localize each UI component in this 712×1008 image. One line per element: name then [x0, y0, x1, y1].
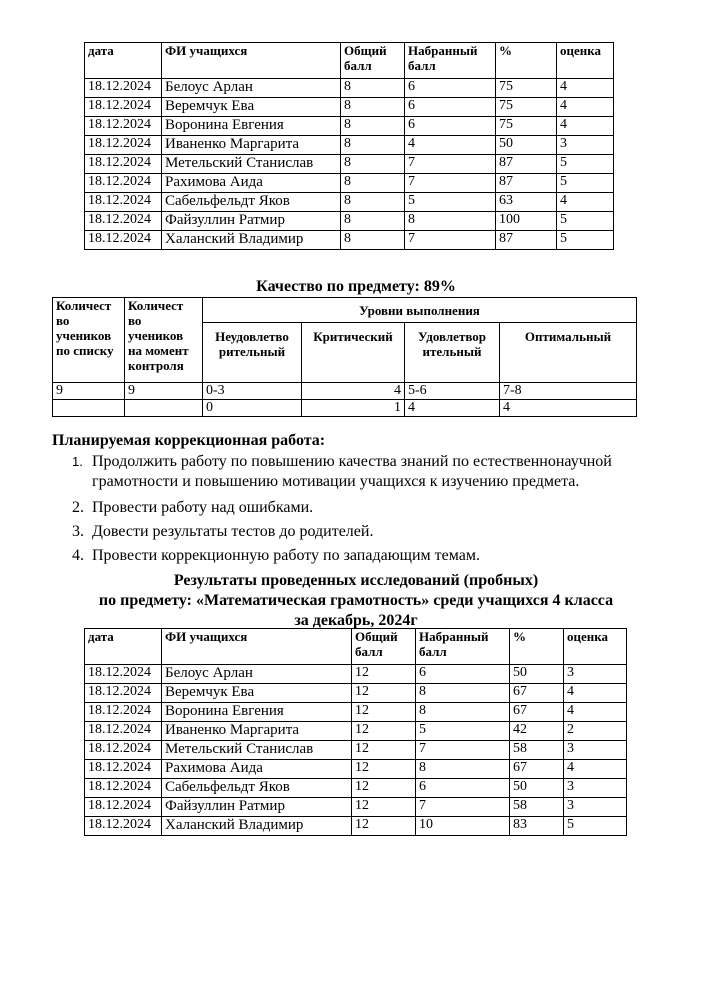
- table-header-row: [85, 43, 614, 79]
- level-optimal: Оптимальный: [500, 323, 637, 383]
- table-cell: 18.12.2024: [85, 231, 162, 250]
- header-gained-score: Набранный балл: [405, 43, 496, 79]
- table-cell: 18.12.2024: [85, 798, 162, 817]
- table-cell: 58: [510, 741, 564, 760]
- table-cell: 18.12.2024: [85, 174, 162, 193]
- header-students-list: Количест во учеников по списку: [53, 298, 125, 383]
- table-cell: 18.12.2024: [85, 760, 162, 779]
- header-name: ФИ учащихся: [162, 43, 341, 79]
- table-cell: 4: [564, 703, 627, 722]
- table-cell: 6: [405, 117, 496, 136]
- cell: 4: [302, 383, 405, 400]
- plan-item-text: Провести работу над ошибками.: [92, 499, 314, 516]
- table-cell: 5: [564, 817, 627, 836]
- cell: 4: [405, 400, 500, 417]
- table-row: [85, 703, 627, 722]
- table-row: [85, 155, 614, 174]
- cell: 7-8: [500, 383, 637, 400]
- cell: 0-3: [203, 383, 302, 400]
- table-cell: 50: [510, 665, 564, 684]
- table-row: [85, 665, 627, 684]
- table-cell: 3: [564, 779, 627, 798]
- cell: 9: [53, 383, 125, 400]
- plan-item: [72, 546, 652, 566]
- table-cell: Метельский Станислав: [162, 741, 352, 760]
- table-cell: Веремчук Ева: [162, 684, 352, 703]
- table-cell: 18.12.2024: [85, 212, 162, 231]
- table-cell: 50: [510, 779, 564, 798]
- table-cell: 58: [510, 798, 564, 817]
- table-cell: 83: [510, 817, 564, 836]
- table-cell: Воронина Евгения: [162, 117, 341, 136]
- table-cell: 67: [510, 760, 564, 779]
- plan-item-number: 1.: [72, 454, 83, 469]
- table-cell: 5: [405, 193, 496, 212]
- level-satisfactory: Удовлетвор ительный: [405, 323, 500, 383]
- table-cell: 8: [416, 703, 510, 722]
- results-table-math: [84, 628, 627, 836]
- table-cell: 50: [496, 136, 557, 155]
- levels-header-row: [53, 298, 637, 323]
- results-title-line2: по предмету: «Математическая грамотность» среди учащихся 4 класса: [98, 592, 614, 609]
- table-cell: 5: [557, 231, 614, 250]
- plan-item-number: 4.: [72, 547, 84, 564]
- table-cell: 7: [416, 741, 510, 760]
- table-cell: 4: [564, 684, 627, 703]
- table-cell: 8: [341, 117, 405, 136]
- table-row: [85, 174, 614, 193]
- table-cell: 18.12.2024: [85, 79, 162, 98]
- table-cell: 6: [405, 98, 496, 117]
- table-cell: 100: [496, 212, 557, 231]
- table-cell: Рахимова Аида: [162, 174, 341, 193]
- table-cell: 7: [405, 155, 496, 174]
- table-cell: 18.12.2024: [85, 817, 162, 836]
- table-cell: 6: [405, 79, 496, 98]
- table-cell: Белоус Арлан: [162, 665, 352, 684]
- table-cell: 18.12.2024: [85, 117, 162, 136]
- table-cell: 8: [341, 155, 405, 174]
- table-cell: 12: [352, 798, 416, 817]
- table-cell: 18.12.2024: [85, 741, 162, 760]
- table-cell: 87: [496, 155, 557, 174]
- table-row: [85, 722, 627, 741]
- levels-row-counts: [53, 400, 637, 417]
- table-cell: 18.12.2024: [85, 136, 162, 155]
- plan-item-number: 3.: [72, 523, 84, 540]
- table-cell: 18.12.2024: [85, 703, 162, 722]
- table-cell: 8: [341, 98, 405, 117]
- cell: 5-6: [405, 383, 500, 400]
- table-cell: Халанский Владимир: [162, 817, 352, 836]
- table-cell: 12: [352, 779, 416, 798]
- cell: [125, 400, 203, 417]
- header-students-present: Количест во учеников на момент контроля: [125, 298, 203, 383]
- plan-title: Планируемая коррекционная работа:: [52, 432, 326, 449]
- table-row: [85, 231, 614, 250]
- table-cell: 4: [557, 98, 614, 117]
- table-cell: 5: [557, 155, 614, 174]
- table-cell: Белоус Арлан: [162, 79, 341, 98]
- level-unsatisfactory: Неудовлетво рительный: [203, 323, 302, 383]
- table-cell: Файзуллин Ратмир: [162, 212, 341, 231]
- header-name: ФИ учащихся: [162, 629, 352, 665]
- plan-item: [72, 498, 652, 518]
- table-cell: 12: [352, 665, 416, 684]
- table-cell: 8: [416, 760, 510, 779]
- header-total-score: Общий балл: [352, 629, 416, 665]
- cell: 0: [203, 400, 302, 417]
- table-cell: 2: [564, 722, 627, 741]
- table-cell: 8: [341, 212, 405, 231]
- table-cell: 63: [496, 193, 557, 212]
- table-cell: 8: [341, 174, 405, 193]
- table-cell: 18.12.2024: [85, 155, 162, 174]
- table-cell: 87: [496, 231, 557, 250]
- table-cell: 18.12.2024: [85, 722, 162, 741]
- table-cell: Иваненко Маргарита: [162, 136, 341, 155]
- table-cell: Веремчук Ева: [162, 98, 341, 117]
- table-row: [85, 779, 627, 798]
- table-cell: 7: [405, 231, 496, 250]
- plan-item-number: 2.: [72, 499, 84, 516]
- plan-item: [72, 452, 652, 492]
- table-row: [85, 760, 627, 779]
- table-cell: 5: [557, 174, 614, 193]
- table-cell: 12: [352, 817, 416, 836]
- table-cell: 10: [416, 817, 510, 836]
- table-row: [85, 684, 627, 703]
- cell: [53, 400, 125, 417]
- cell: 1: [302, 400, 405, 417]
- header-grade: оценка: [564, 629, 627, 665]
- table-cell: 12: [352, 741, 416, 760]
- cell: 4: [500, 400, 637, 417]
- table-cell: 8: [341, 136, 405, 155]
- table-row: [85, 136, 614, 155]
- header-date: дата: [85, 43, 162, 79]
- table-cell: Сабельфельдт Яков: [162, 779, 352, 798]
- results-table-science: [84, 42, 614, 250]
- table-cell: 75: [496, 79, 557, 98]
- table-cell: 75: [496, 98, 557, 117]
- table-cell: 4: [557, 79, 614, 98]
- header-date: дата: [85, 629, 162, 665]
- table-cell: 18.12.2024: [85, 665, 162, 684]
- table-cell: Иваненко Маргарита: [162, 722, 352, 741]
- quality-title: Качество по предмету: 89%: [256, 278, 456, 295]
- table-cell: 18.12.2024: [85, 684, 162, 703]
- table-row: [85, 741, 627, 760]
- table-cell: 18.12.2024: [85, 779, 162, 798]
- table-row: [85, 817, 627, 836]
- table-cell: 3: [557, 136, 614, 155]
- plan-item-text: Продолжить работу по повышению качества знаний по естественнонаучной грамотности и повышению мотивации учащихся к изучению предмета.: [92, 453, 612, 490]
- table-row: [85, 98, 614, 117]
- results-title-line1: Результаты проведенных исследований (пробных): [173, 572, 539, 589]
- table-cell: 6: [416, 779, 510, 798]
- table-cell: 8: [341, 79, 405, 98]
- table-row: [85, 212, 614, 231]
- table-row: [85, 193, 614, 212]
- table-cell: 75: [496, 117, 557, 136]
- table-cell: Метельский Станислав: [162, 155, 341, 174]
- table-cell: 18.12.2024: [85, 193, 162, 212]
- table-cell: 6: [416, 665, 510, 684]
- results-title-line3: за декабрь, 2024г: [294, 612, 418, 629]
- table-cell: 42: [510, 722, 564, 741]
- table-cell: 7: [405, 174, 496, 193]
- table-cell: 5: [416, 722, 510, 741]
- table-cell: 12: [352, 722, 416, 741]
- plan-item-text: Довести результаты тестов до родителей.: [92, 523, 374, 540]
- table-cell: 67: [510, 684, 564, 703]
- header-percent: %: [510, 629, 564, 665]
- table-row: [85, 117, 614, 136]
- header-levels: Уровни выполнения: [203, 298, 637, 323]
- level-critical: Критический: [302, 323, 405, 383]
- table-row: [85, 798, 627, 817]
- header-percent: %: [496, 43, 557, 79]
- table-cell: 8: [416, 684, 510, 703]
- header-total-score: Общий балл: [341, 43, 405, 79]
- table-cell: 4: [557, 117, 614, 136]
- table-cell: Халанский Владимир: [162, 231, 341, 250]
- table-cell: 8: [405, 212, 496, 231]
- header-grade: оценка: [557, 43, 614, 79]
- plan-list: [72, 452, 652, 566]
- table-cell: 12: [352, 684, 416, 703]
- table-cell: 4: [557, 193, 614, 212]
- table-cell: Сабельфельдт Яков: [162, 193, 341, 212]
- table-cell: 3: [564, 741, 627, 760]
- table-cell: 7: [416, 798, 510, 817]
- levels-row-ranges: [53, 383, 637, 400]
- table-cell: 3: [564, 665, 627, 684]
- table-cell: 3: [564, 798, 627, 817]
- table-row: [85, 79, 614, 98]
- levels-table: [52, 297, 637, 417]
- table-cell: Файзуллин Ратмир: [162, 798, 352, 817]
- table-cell: 18.12.2024: [85, 98, 162, 117]
- table-cell: 12: [352, 760, 416, 779]
- table-cell: 8: [341, 193, 405, 212]
- table-cell: Рахимова Аида: [162, 760, 352, 779]
- table-cell: 12: [352, 703, 416, 722]
- table-cell: 87: [496, 174, 557, 193]
- table-cell: 5: [557, 212, 614, 231]
- plan-item-text: Провести коррекционную работу по западающим темам.: [92, 547, 480, 564]
- table-cell: 4: [405, 136, 496, 155]
- header-gained-score: Набранный балл: [416, 629, 510, 665]
- plan-item: [72, 522, 652, 542]
- table-cell: 67: [510, 703, 564, 722]
- table-header-row: [85, 629, 627, 665]
- table-cell: Воронина Евгения: [162, 703, 352, 722]
- cell: 9: [125, 383, 203, 400]
- table-cell: 4: [564, 760, 627, 779]
- table-cell: 8: [341, 231, 405, 250]
